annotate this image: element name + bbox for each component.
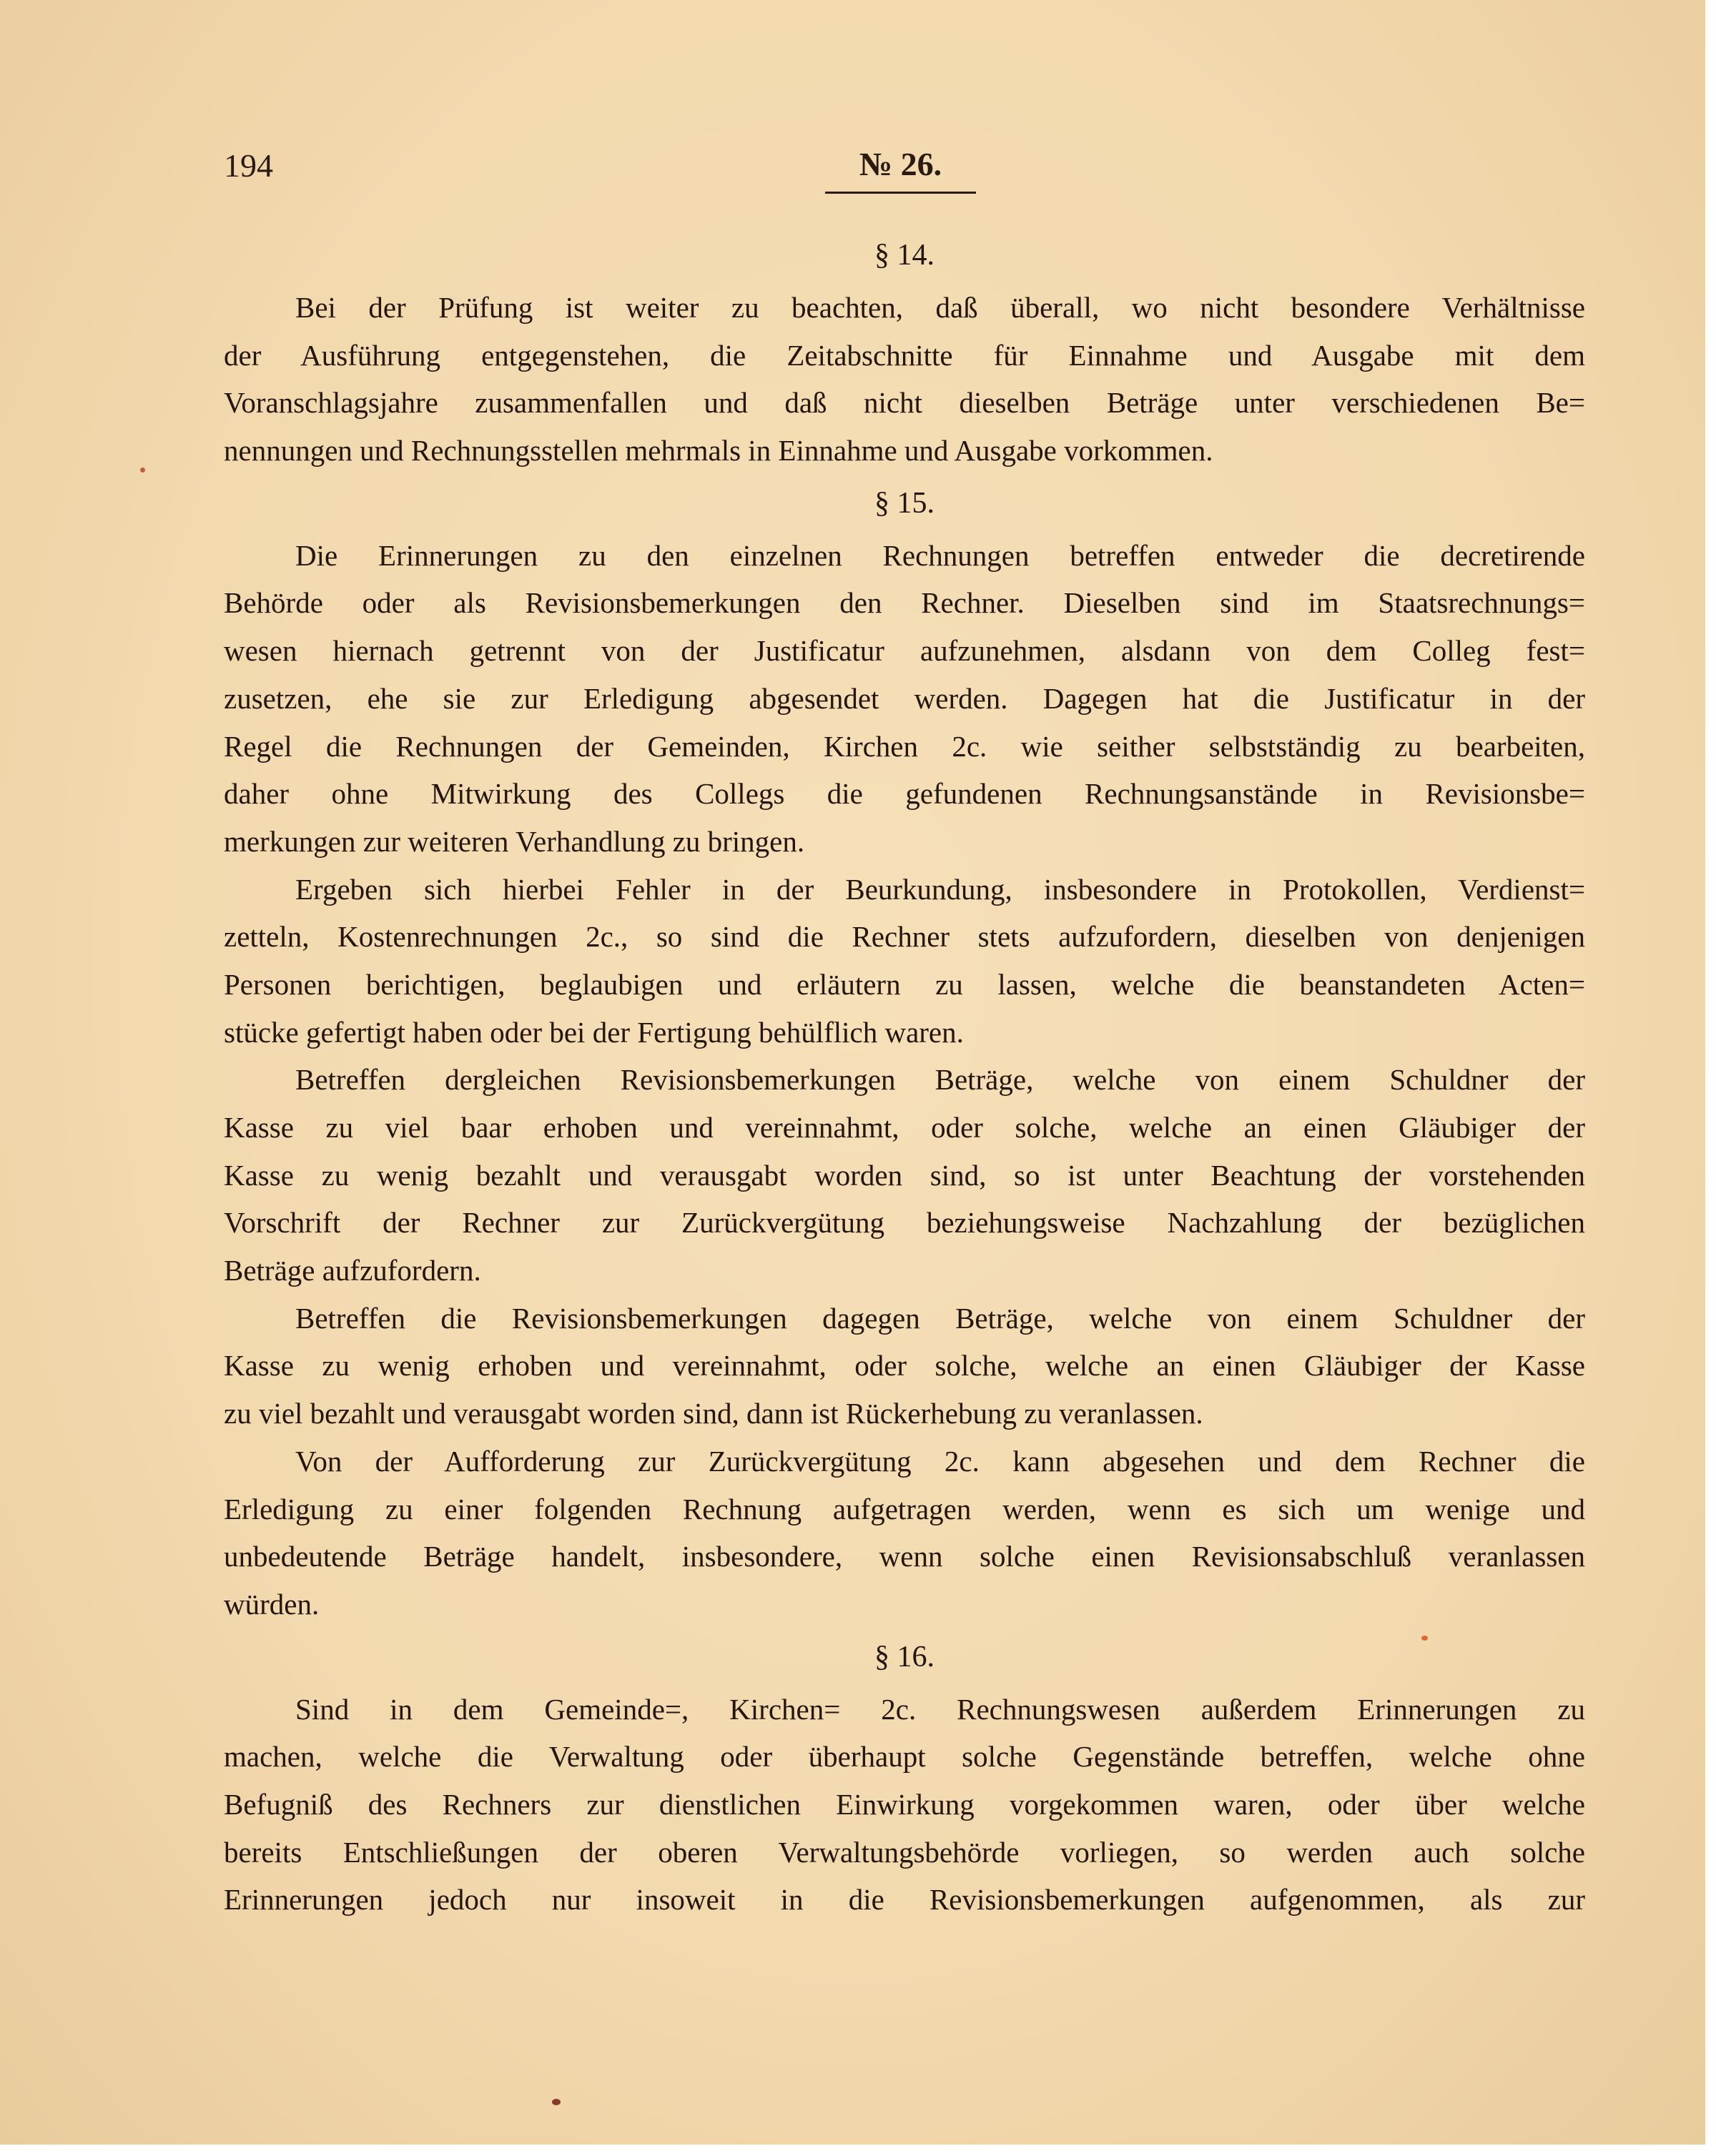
text-line: Regel die Rechnungen der Gemeinden, Kirchen 2c. wie seither selbstständig zu bearbeiten, (224, 729, 1585, 763)
text-line: Bei der Prüfung ist weiter zu beachten, daß überall, wo nicht besondere Verhältnisse (295, 291, 1585, 324)
text-line: Erledigung zu einer folgenden Rechnung aufgetragen werden, wenn es sich um wenige und (224, 1492, 1585, 1525)
text-line: Kasse zu wenig bezahlt und verausgabt worden sind, so ist unter Beachtung der vorstehenden (224, 1158, 1585, 1192)
text-line: daher ohne Mitwirkung des Collegs die gefundenen Rechnungsanstände in Revisionsbe= (224, 777, 1585, 811)
text-line: Betreffen die Revisionsbemerkungen dagegen Beträge, welche von einem Schuldner der (295, 1301, 1585, 1335)
text-line: stücke gefertigt haben oder bei der Fertigung behülflich waren. (224, 1015, 964, 1049)
section-heading: § 14. (874, 239, 935, 272)
text-line: Kasse zu viel baar erhoben und vereinnahmt, oder solche, welche an einen Gläubiger der (224, 1111, 1585, 1144)
text-line: zu viel bezahlt und verausgabt worden sind, dann ist Rückerhebung zu veranlassen. (224, 1397, 1203, 1430)
text-line: Betreffen dergleichen Revisionsbemerkungen Beträge, welche von einem Schuldner der (295, 1063, 1585, 1097)
text-line: Ergeben sich hierbei Fehler in der Beurkundung, insbesondere in Protokollen, Verdienst= (295, 872, 1585, 906)
text-line: merkungen zur weiteren Verhandlung zu bringen. (224, 824, 805, 858)
paragraph (224, 284, 1585, 475)
text-line: Die Erinnerungen zu den einzelnen Rechnungen betreffen entweder die decretirende (295, 538, 1585, 572)
text-line: Erinnerungen jedoch nur insoweit in die Revisionsbemerkungen aufgenommen, als zur (224, 1883, 1585, 1917)
text-line: zusetzen, ehe sie zur Erledigung abgesendet werden. Dagegen hat die Justificatur in der (224, 681, 1585, 715)
text-line: machen, welche die Verwaltung oder überhaupt solche Gegenstände betreffen, welche ohne (224, 1740, 1585, 1774)
paragraph (224, 1438, 1585, 1628)
document-body (224, 227, 1585, 1924)
text-line: zetteln, Kostenrechnungen 2c., so sind die Rechner stets aufzufordern, dieselben von denjenigen (224, 920, 1585, 954)
issue-number: № 26. (859, 146, 942, 182)
text-line: nennungen und Rechnungsstellen mehrmals in Einnahme und Ausgabe vorkommen. (224, 434, 1213, 468)
text-line: Kasse zu wenig erhoben und vereinnahmt, oder solche, welche an einen Gläubiger der Kasse (224, 1349, 1585, 1383)
stain-spot (1421, 1636, 1428, 1641)
text-line: unbedeutende Beträge handelt, insbesondere, wenn solche einen Revisionsabschluß veranlassen (224, 1540, 1585, 1573)
page-number: 194 (224, 147, 273, 184)
text-line: der Ausführung entgegenstehen, die Zeitabschnitte für Einnahme und Ausgabe mit dem (224, 338, 1585, 372)
stain-spot (552, 2099, 561, 2105)
text-line: bereits Entschließungen der oberen Verwaltungsbehörde vorliegen, so werden auch solche (224, 1835, 1585, 1869)
paragraph (224, 1056, 1585, 1294)
text-line: Von der Aufforderung zur Zurückvergütung 2c. kann abgesehen und dem Rechner die (295, 1444, 1585, 1478)
header-rule (825, 192, 976, 194)
section-heading: § 16. (874, 1640, 935, 1673)
text-line: Vorschrift der Rechner zur Zurückvergütung beziehungsweise Nachzahlung der bezüglichen (224, 1206, 1585, 1240)
text-line: würden. (224, 1587, 320, 1621)
text-line: Beträge aufzufordern. (224, 1254, 481, 1287)
text-line: Voranschlagsjahre zusammenfallen und daß nicht dieselben Beträge unter verschiedenen Be= (224, 386, 1585, 420)
paragraph (224, 1295, 1585, 1438)
text-line: Behörde oder als Revisionsbemerkungen den Rechner. Dieselben sind im Staatsrechnungs= (224, 586, 1585, 620)
stain-spot (140, 468, 145, 473)
paragraph (224, 866, 1585, 1057)
text-line: Sind in dem Gemeinde=, Kirchen= 2c. Rechnungswesen außerdem Erinnerungen zu (295, 1692, 1585, 1726)
text-line: Befugniß des Rechners zur dienstlichen Einwirkung vorgekommen waren, oder über welche (224, 1787, 1585, 1821)
section-heading: § 15. (874, 486, 935, 520)
paragraph (224, 532, 1585, 866)
text-line: Personen berichtigen, beglaubigen und erläutern zu lassen, welche die beanstandeten Acten= (224, 967, 1585, 1001)
paragraph (224, 1686, 1585, 1924)
text-line: wesen hiernach getrennt von der Justificatur aufzunehmen, alsdann von dem Colleg fest= (224, 634, 1585, 668)
